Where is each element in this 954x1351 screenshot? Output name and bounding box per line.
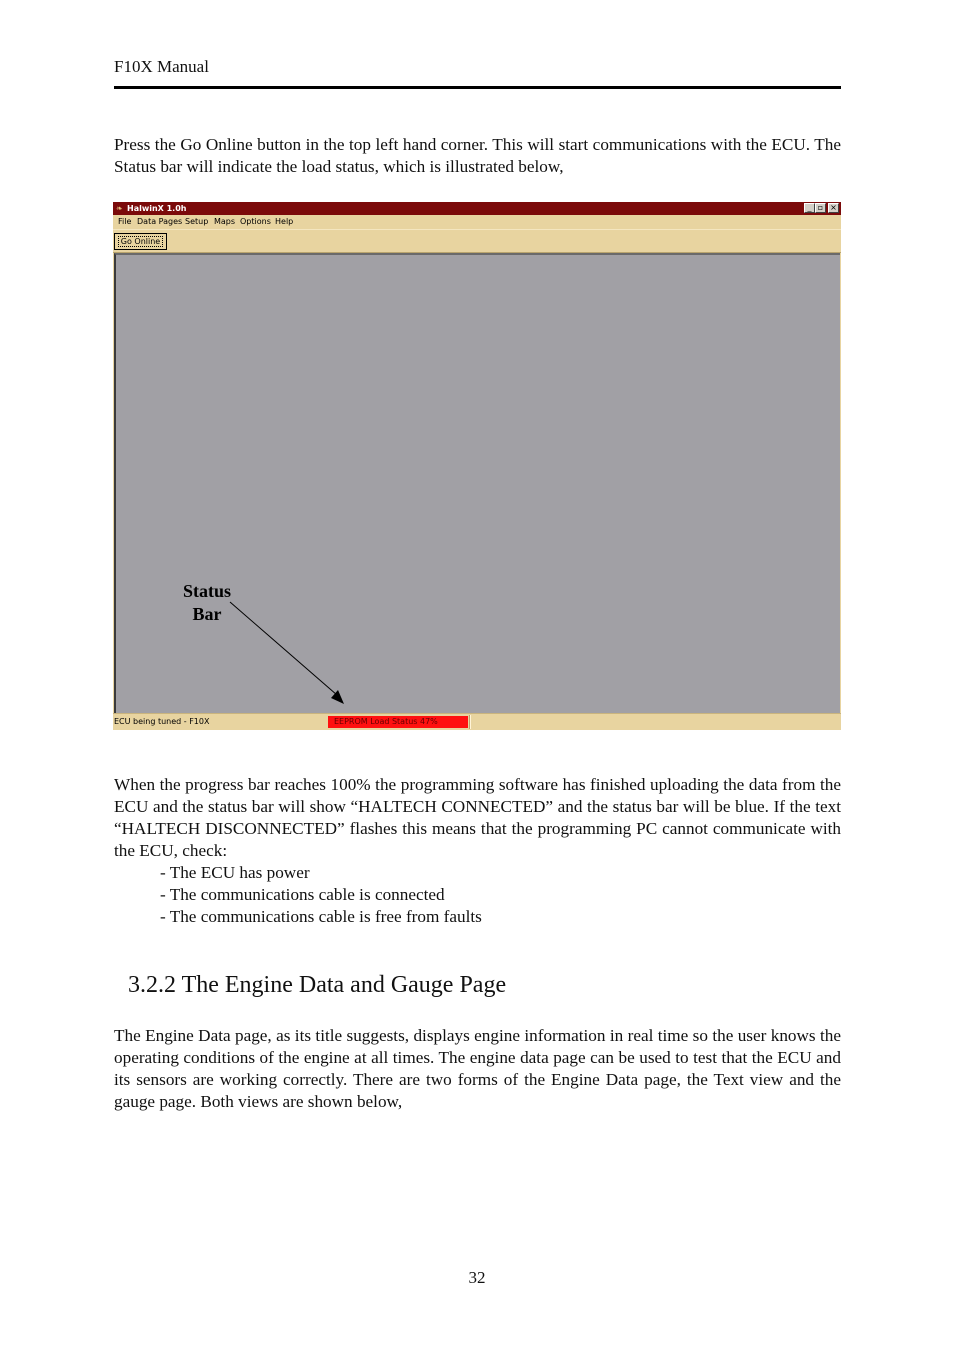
header-divider — [114, 86, 841, 89]
app-icon: ❧ — [116, 204, 123, 213]
status-progress-indicator: EEPROM Load Status 47% — [328, 716, 468, 728]
minimize-icon[interactable]: _ — [804, 203, 815, 213]
callout-arrow — [113, 202, 841, 730]
callout-bar-label: Bar — [192, 604, 222, 624]
app-window-screenshot — [113, 202, 841, 730]
checklist-item: - The communications cable is connected — [160, 885, 445, 904]
go-online-label: Go Online — [118, 236, 163, 247]
restore-icon[interactable]: ▫ — [815, 203, 826, 213]
progress-paragraph: When the progress bar reaches 100% the programming software has finished uploading the data from the ECU and the status bar will show “HALTECH CONNECTED” and the status bar will be blue. If the text “HALTECH DISCONNECTED” flashes this means that the programming PC cannot communicate with the ECU, check: — [114, 775, 841, 860]
section-heading: 3.2.2 The Engine Data and Gauge Page — [128, 972, 507, 998]
engine-data-paragraph: The Engine Data page, as its title suggests, displays engine information in real time so the user knows the operating conditions of the engine at all times. The engine data page can be used to test that the ECU and its sensors are working correctly. There are two forms of the Engine Data page, the Text view and the gauge page. Both views are shown below, — [114, 1026, 841, 1111]
close-icon[interactable]: × — [828, 203, 839, 213]
checklist — [160, 862, 482, 928]
menu-data-pages[interactable]: Data Pages — [137, 217, 183, 226]
callout-status-label: Status — [182, 581, 231, 601]
window-title: HalwinX 1.0h — [127, 204, 187, 213]
checklist-item: - The ECU has power — [160, 863, 310, 882]
menu-setup[interactable]: Setup — [185, 217, 209, 226]
page-number: 32 — [468, 1268, 486, 1287]
status-ecu-text: ECU being tuned - F10X — [114, 717, 210, 726]
intro-paragraph: Press the Go Online button in the top left hand corner. This will start communications with the ECU. The Status bar will indicate the load status, which is illustrated below, — [114, 135, 841, 176]
menu-options[interactable]: Options — [240, 217, 271, 226]
page-header-title: F10X Manual — [114, 57, 209, 76]
checklist-item: - The communications cable is free from faults — [160, 907, 482, 926]
menu-help[interactable]: Help — [275, 217, 294, 226]
callout-arrow-line — [230, 602, 337, 695]
menu-file[interactable]: File — [118, 217, 132, 226]
menu-maps[interactable]: Maps — [214, 217, 236, 226]
